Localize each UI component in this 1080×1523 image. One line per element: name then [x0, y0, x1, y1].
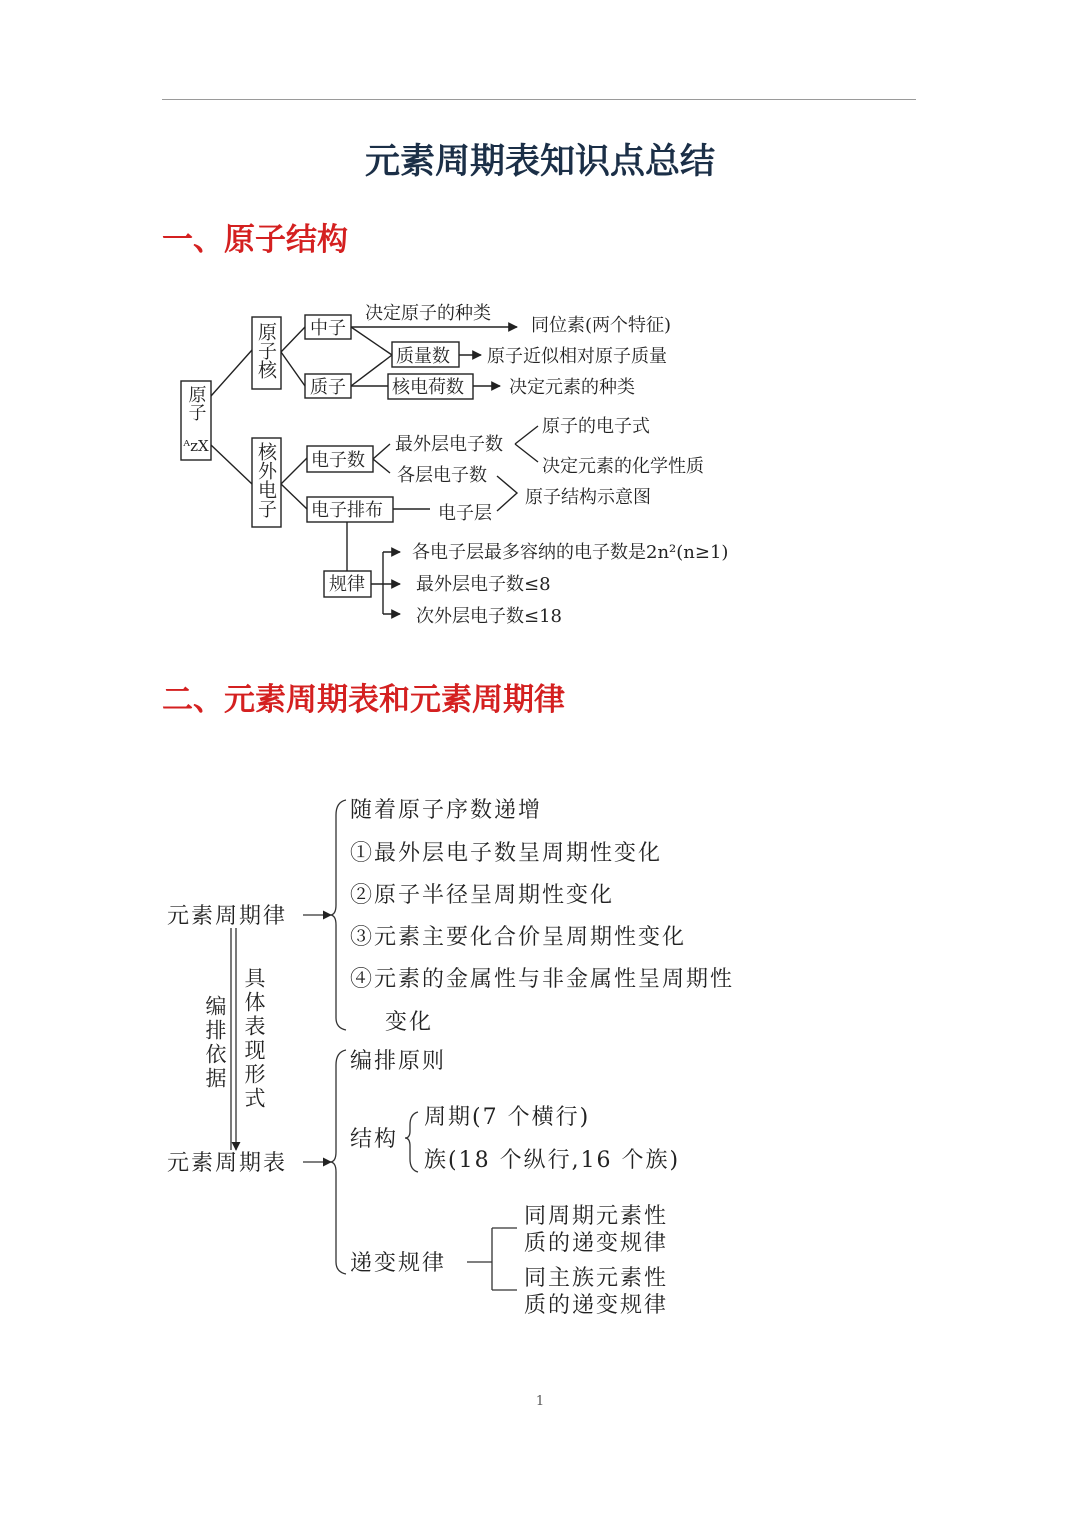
chemical-properties-text: 决定元素的化学性质 — [542, 456, 704, 477]
neutron-label: 中子 — [310, 318, 346, 339]
atom-root-label: 原子 — [185, 385, 207, 421]
trend-group-line-1: 同主族元素性 — [524, 1266, 669, 1291]
law-item-1: ①最外层电子数呈周期性变化 — [350, 841, 663, 866]
trend-period-line-1: 同周期元素性 — [524, 1204, 669, 1229]
rules-label: 规律 — [329, 574, 365, 595]
determines-atom-type-text: 决定原子的种类 — [365, 303, 491, 324]
page-number: 1 — [535, 1394, 545, 1409]
trend-group-line-2: 质的递变规律 — [524, 1293, 669, 1318]
determines-element-text: 决定元素的种类 — [509, 377, 635, 398]
arrangement-principle-text: 编排原则 — [350, 1049, 447, 1074]
trend-period-line-2: 质的递变规律 — [524, 1231, 669, 1256]
nuclear-charge-label: 核电荷数 — [392, 377, 464, 398]
forms-label: 具体表现形式 — [242, 967, 266, 1111]
law-item-4: ④元素的金属性与非金属性呈周期性 — [350, 967, 735, 992]
rule-3-text: 次外层电子数≤18 — [416, 606, 562, 627]
electron-count-label: 电子数 — [311, 450, 365, 471]
period-text: 周期(7 个横行) — [424, 1105, 591, 1130]
each-layer-electrons-text: 各层电子数 — [397, 465, 487, 486]
trend-rule-label: 递变规律 — [350, 1251, 447, 1276]
nucleus-label: 原子核 — [255, 322, 277, 379]
mass-number-label: 质量数 — [396, 346, 450, 367]
structure-label: 结构 — [350, 1127, 399, 1152]
structure-diagram-text: 原子结构示意图 — [525, 487, 651, 508]
law-item-2: ②原子半径呈周期性变化 — [350, 883, 615, 908]
electron-arrangement-label: 电子排布 — [311, 500, 383, 521]
outermost-electrons-text: 最外层电子数 — [395, 434, 503, 455]
electrons-label: 核外电子 — [255, 442, 277, 518]
group-text: 族(18 个纵行,16 个族) — [424, 1148, 681, 1173]
law-item-3: ③元素主要化合价呈周期性变化 — [350, 925, 687, 950]
law-item-0: 随着原子序数递增 — [350, 798, 543, 823]
section-heading-periodic-table: 二、元素周期表和元素周期律 — [162, 682, 565, 718]
isotope-text: 同位素(两个特征) — [531, 315, 672, 336]
proton-label: 质子 — [310, 377, 346, 398]
relative-mass-text: 原子近似相对原子质量 — [487, 346, 667, 367]
periodic-law-label: 元素周期律 — [167, 904, 288, 929]
rule-1-text: 各电子层最多容纳的电子数是2n²(n≥1) — [412, 542, 729, 563]
page-title: 元素周期表知识点总结 — [364, 142, 715, 182]
law-item-5: 变化 — [385, 1010, 434, 1035]
atom-symbol: ᴬzX — [183, 437, 209, 455]
rule-2-text: 最外层电子数≤8 — [416, 574, 551, 595]
section-heading-atomic-structure: 一、原子结构 — [162, 222, 348, 258]
periodic-table-label: 元素周期表 — [167, 1151, 288, 1176]
electron-shell-text: 电子层 — [438, 503, 492, 524]
basis-label: 编排依据 — [203, 995, 227, 1091]
electron-formula-text: 原子的电子式 — [542, 416, 650, 437]
